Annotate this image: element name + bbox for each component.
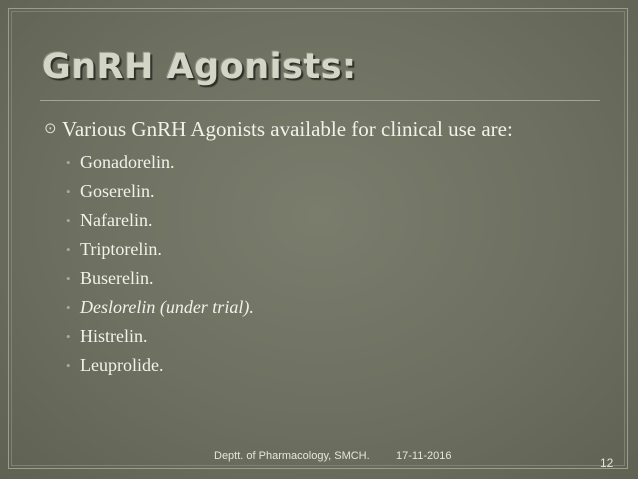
list-item-text: Triptorelin.: [80, 239, 162, 259]
list-item-text: Buserelin.: [80, 268, 154, 288]
list-item-text: Leuprolide.: [80, 355, 164, 375]
list-item: [66, 351, 584, 380]
list-item: [66, 148, 584, 177]
circled-dot-bullet-icon: ⊙: [44, 121, 57, 137]
page-number: 12: [600, 456, 614, 470]
list-item: [66, 293, 584, 322]
lead-text: Various GnRH Agonists available for clinical use are:: [62, 117, 513, 141]
bullet-icon: •: [66, 242, 71, 257]
list-item-text: Gonadorelin.: [80, 152, 175, 172]
slide-title: GnRH Agonists:: [42, 47, 357, 87]
bullet-icon: •: [66, 329, 71, 344]
list-item-text: Deslorelin (under trial).: [80, 297, 254, 317]
bullet-icon: •: [66, 271, 71, 286]
list-item: [66, 264, 584, 293]
bullet-icon: •: [66, 213, 71, 228]
footer-department: Deptt. of Pharmacology, SMCH.: [214, 450, 370, 462]
slide-content: [44, 117, 584, 380]
bullet-icon: •: [66, 300, 71, 315]
list-item: [66, 177, 584, 206]
lead-paragraph: [44, 117, 584, 142]
list-item-text: Histrelin.: [80, 326, 148, 346]
bullet-icon: •: [66, 358, 71, 373]
title-divider: [40, 100, 600, 101]
agonist-list: [44, 148, 584, 380]
list-item: [66, 322, 584, 351]
bullet-icon: •: [66, 155, 71, 170]
footer-date: 17-11-2016: [396, 450, 452, 462]
list-item-text: Goserelin.: [80, 181, 155, 201]
list-item: [66, 206, 584, 235]
list-item: [66, 235, 584, 264]
bullet-icon: •: [66, 184, 71, 199]
list-item-text: Nafarelin.: [80, 210, 153, 230]
